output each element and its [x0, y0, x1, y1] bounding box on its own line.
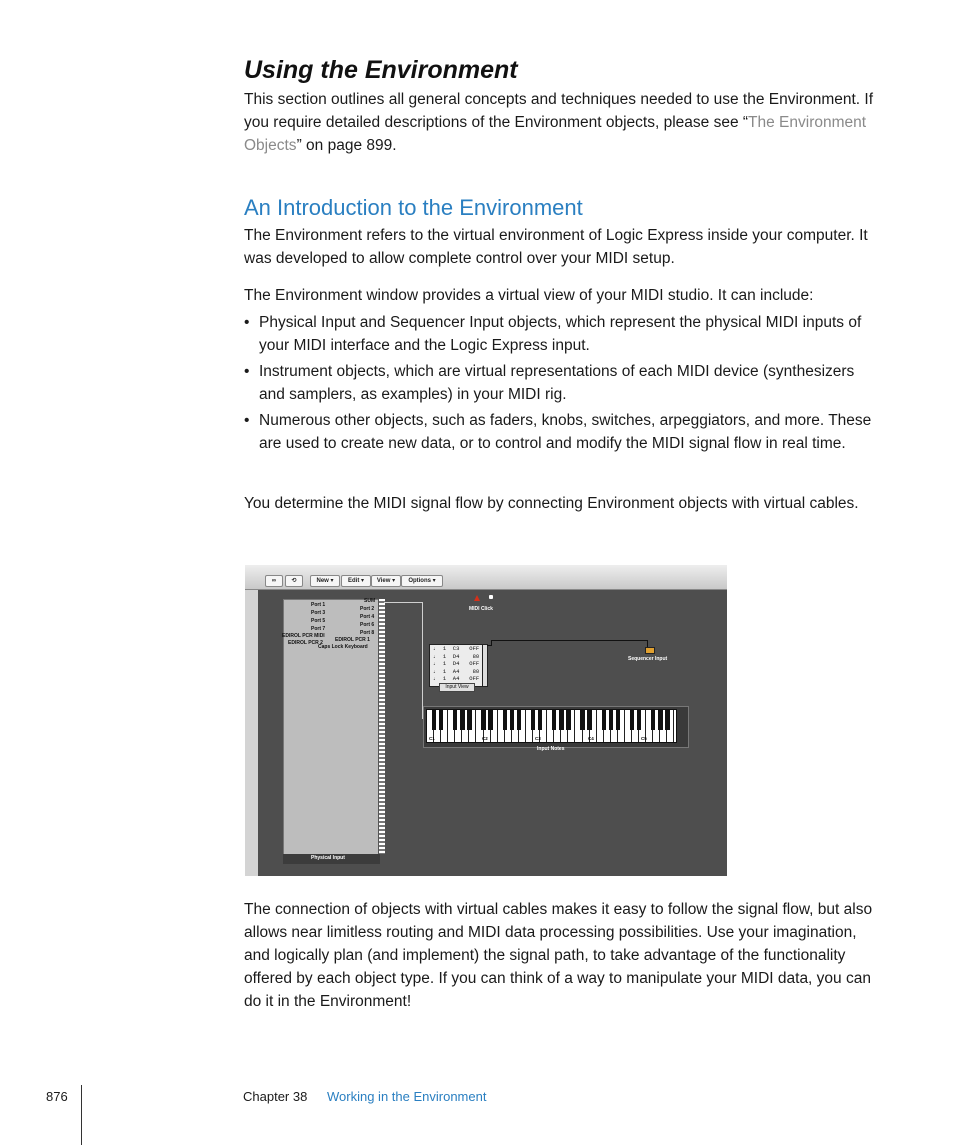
port-label: Port 7 — [311, 626, 326, 632]
black-key[interactable] — [503, 710, 507, 730]
midi-click-icon[interactable] — [474, 595, 480, 601]
port-label: Port 8 — [360, 630, 375, 636]
subsection-title: An Introduction to the Environment — [244, 195, 583, 220]
midi-click-label: MIDI Click — [469, 606, 493, 612]
menu-label: View — [376, 578, 391, 584]
chevron-down-icon: ▾ — [392, 578, 396, 584]
list-item — [244, 360, 874, 406]
paragraph-window-overview: The Environment window provides a virtual view of your MIDI studio. It can include: — [244, 287, 814, 304]
physical-input-label: Physical Input — [311, 855, 345, 861]
list-item-text: Physical Input and Sequencer Input objects, which represent the physical MIDI inputs of your MIDI interface and the Logic Express input. — [259, 314, 862, 354]
intro-text: This section outlines all general concepts and techniques needed to use the Environment. If you require detailed descriptions of the Environment objects, please see “ — [244, 91, 874, 131]
black-key[interactable] — [609, 710, 613, 730]
port-label: Port 1 — [311, 602, 326, 608]
chapter-number: Chapter 38 — [243, 1089, 308, 1104]
black-key[interactable] — [630, 710, 634, 730]
page-number: 876 — [46, 1089, 68, 1104]
input-view-row: ♩ 1 A4 80 — [433, 667, 480, 675]
port-label: SUM — [364, 598, 376, 604]
port-label: Port 3 — [311, 610, 326, 616]
virtual-cable — [491, 640, 647, 641]
list-item — [244, 311, 874, 357]
black-key[interactable] — [587, 710, 591, 730]
input-view-object[interactable] — [429, 644, 484, 687]
black-key[interactable] — [453, 710, 457, 730]
sequencer-input-object[interactable] — [645, 647, 655, 654]
input-view-label: Input View — [439, 683, 475, 692]
paragraph-environment-definition: The Environment refers to the virtual environment of Logic Express inside your computer. It was developed to allow complete control over your MIDI setup. — [244, 227, 868, 267]
input-notes-label: Input Notes — [537, 746, 565, 752]
black-key[interactable] — [488, 710, 492, 730]
chevron-down-icon: ▾ — [432, 578, 436, 584]
sequencer-input-label: Sequencer Input — [628, 656, 668, 662]
port-label: Caps Lock Keyboard — [318, 644, 368, 650]
virtual-cable — [422, 602, 423, 718]
black-key[interactable] — [637, 710, 641, 730]
black-key[interactable] — [510, 710, 514, 730]
input-view-row: ♩ 1 D4 OFF — [433, 660, 480, 667]
black-key[interactable] — [665, 710, 669, 730]
octave-label: C3 — [535, 736, 541, 741]
input-view-scrollbar[interactable] — [482, 644, 488, 687]
keyboard[interactable] — [426, 709, 677, 743]
midi-click-output-icon — [489, 595, 493, 599]
mode-icon[interactable]: ⟲ — [285, 575, 303, 587]
black-key[interactable] — [467, 710, 471, 730]
virtual-cable — [384, 602, 422, 603]
black-key[interactable] — [651, 710, 655, 730]
bullet-glyph: • — [244, 363, 250, 380]
paragraph-signal-flow: You determine the MIDI signal flow by connecting Environment objects with virtual cables. — [244, 495, 859, 512]
environment-objects-link[interactable]: The Environment Objects — [244, 114, 867, 154]
black-key[interactable] — [580, 710, 584, 730]
port-label: Port 2 — [360, 606, 375, 612]
port-label: EDIROL PCR 1 — [335, 637, 370, 643]
window-side-strip — [245, 590, 258, 876]
intro-paragraph — [244, 88, 874, 157]
black-key[interactable] — [559, 710, 563, 730]
octave-label: C4 — [588, 736, 594, 741]
options-menu[interactable] — [401, 575, 443, 587]
port-label: Port 4 — [360, 614, 375, 620]
section-title: Using the Environment — [244, 56, 518, 84]
port-label: Port 5 — [311, 618, 326, 624]
menu-label: Edit — [347, 578, 360, 584]
black-key[interactable] — [602, 710, 606, 730]
menu-label: Options — [408, 578, 431, 584]
bullet-glyph: • — [244, 412, 250, 429]
input-view-row: ♩ 1 D4 80 — [433, 652, 480, 660]
black-key[interactable] — [517, 710, 521, 730]
black-key[interactable] — [439, 710, 443, 730]
edit-menu[interactable] — [341, 575, 371, 587]
black-key[interactable] — [658, 710, 662, 730]
octave-label: C2 — [482, 736, 488, 741]
new-menu[interactable] — [310, 575, 340, 587]
list-item-text: Instrument objects, which are virtual representations of each MIDI device (synthesizers and samplers, as examples) in your MIDI rig. — [259, 363, 855, 403]
input-view-row: ♩ 1 C3 OFF — [433, 645, 480, 652]
black-key[interactable] — [616, 710, 620, 730]
port-label: EDIROL PCR MIDI — [282, 633, 325, 639]
link-icon[interactable]: ∞ — [265, 575, 283, 587]
black-key[interactable] — [432, 710, 436, 730]
intro-text-end: ” on page 899. — [296, 137, 397, 154]
chapter-title-link[interactable]: Working in the Environment — [327, 1089, 487, 1104]
view-menu[interactable] — [371, 575, 401, 587]
environment-toolbar — [245, 565, 727, 590]
chevron-down-icon: ▾ — [361, 578, 365, 584]
footer-divider — [81, 1085, 82, 1145]
octave-label: C5 — [641, 736, 647, 741]
black-key[interactable] — [538, 710, 542, 730]
black-key[interactable] — [531, 710, 535, 730]
chevron-down-icon: ▾ — [330, 578, 334, 584]
feature-list — [244, 311, 874, 458]
port-label: EDIROL PCR 2 — [288, 640, 323, 646]
environment-window-figure — [245, 565, 727, 876]
list-item-text: Numerous other objects, such as faders, knobs, switches, arpeggiators, and more. These are used to create new data, or to control and modify the MIDI signal flow in real time. — [259, 412, 872, 452]
output-jacks — [378, 599, 385, 854]
bullet-glyph: • — [244, 314, 250, 331]
port-label: Port 6 — [360, 622, 375, 628]
paragraph-cables: The connection of objects with virtual cables makes it easy to follow the signal flow, but also allows near limitless routing and MIDI data processing possibilities. Use your imagination, and logically plan (and implement) the signal path, to take advantage of the functionality offered by each object type. If you can think of a way to manipulate your MIDI data, you can do it in the Environment! — [244, 901, 873, 1010]
black-key[interactable] — [566, 710, 570, 730]
list-item — [244, 409, 874, 455]
black-key[interactable] — [552, 710, 556, 730]
input-view-row: ♩ 1 A4 OFF — [433, 675, 480, 682]
octave-label: C1 — [429, 736, 435, 741]
black-key[interactable] — [481, 710, 485, 730]
black-key[interactable] — [460, 710, 464, 730]
menu-label: New — [316, 578, 329, 584]
